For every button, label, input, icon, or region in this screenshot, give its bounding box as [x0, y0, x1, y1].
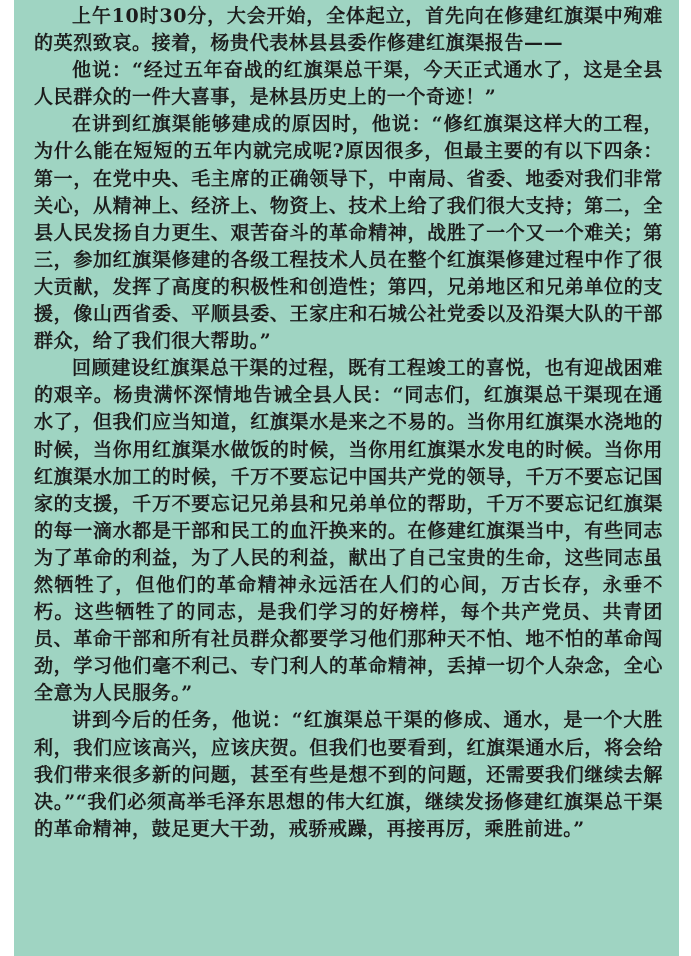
- paragraph-meeting-start: 上午10时30分，大会开始，全体起立，首先向在修建红旗渠中殉难的英烈致哀。接着，杨贵代表林县县委作修建红旗渠报告——: [34, 5, 663, 55]
- paragraph-reasons: 在讲到红旗渠能够建成的原因时，他说：“修红旗渠这样大的工程，为什么能在短短的五年内就完成呢?原因很多，但最主要的有以下四条：第一，在党中央、毛主席的正确领导下，中南局、省委、地委对我们非常关心，从精神上、经济上、物资上、技术上给了我们很大支持；第二，全县人民发扬自力更生、艰苦奋斗的革命精神，战胜了一个又一个难关；第三，参加红旗渠修建的各级工程技术人员在整个红旗渠修建过程中作了很大贡献，发挥了高度的积极性和创造性；第四，兄弟地区和兄弟单位的支援，像山西省委、平顺县委、王家庄和石城公社党委以及沿渠大队的干部群众，给了我们很大帮助。”: [34, 113, 663, 353]
- paragraph-future-tasks: 讲到今后的任务，他说：“红旗渠总干渠的修成、通水，是一个大胜利，我们应该高兴，应该庆贺。但我们也要看到，红旗渠通水后，将会给我们带来很多新的问题，甚至有些是想不到的问题，还需要我们继续去解决。”“我们必须高举毛泽东思想的伟大红旗，继续发扬修建红旗渠总干渠的革命精神，鼓足更大干劲，戒骄戒躁，再接再厉，乘胜前进。”: [34, 709, 663, 840]
- paragraph-review: 回顾建设红旗渠总干渠的过程，既有工程竣工的喜悦，也有迎战困难的艰辛。杨贵满怀深情地告诫全县人民：“同志们，红旗渠总干渠现在通水了，但我们应当知道，红旗渠水是来之不易的。当你用红旗渠水浇地的时候，当你用红旗渠水做饭的时候，当你用红旗渠水发电的时候。当你用红旗渠水加工的时候，千万不要忘记中国共产党的领导，千万不要忘记国家的支援，千万不要忘记兄弟县和兄弟单位的帮助，千万不要忘记红旗渠的每一滴水都是干部和民工的血汗换来的。在修建红旗渠当中，有些同志为了革命的利益，为了人民的利益，献出了自己宝贵的生命，这些同志虽然牺牲了，但他们的革命精神永远活在人们的心间，万古长存，永垂不朽。这些牺牲了的同志，是我们学习的好榜样，每个共产党员、共青团员、革命干部和所有社员群众都要学习他们那种天不怕、地不怕的革命闯劲，学习他们毫不利己、专门利人的革命精神，丢掉一切个人杂念，全心全意为人民服务。”: [34, 357, 663, 705]
- paragraph-water-opened: 他说：“经过五年奋战的红旗渠总干渠，今天正式通水了，这是全县人民群众的一件大喜事，是林县历史上的一个奇迹！”: [34, 59, 663, 109]
- article-panel: [14, 0, 679, 956]
